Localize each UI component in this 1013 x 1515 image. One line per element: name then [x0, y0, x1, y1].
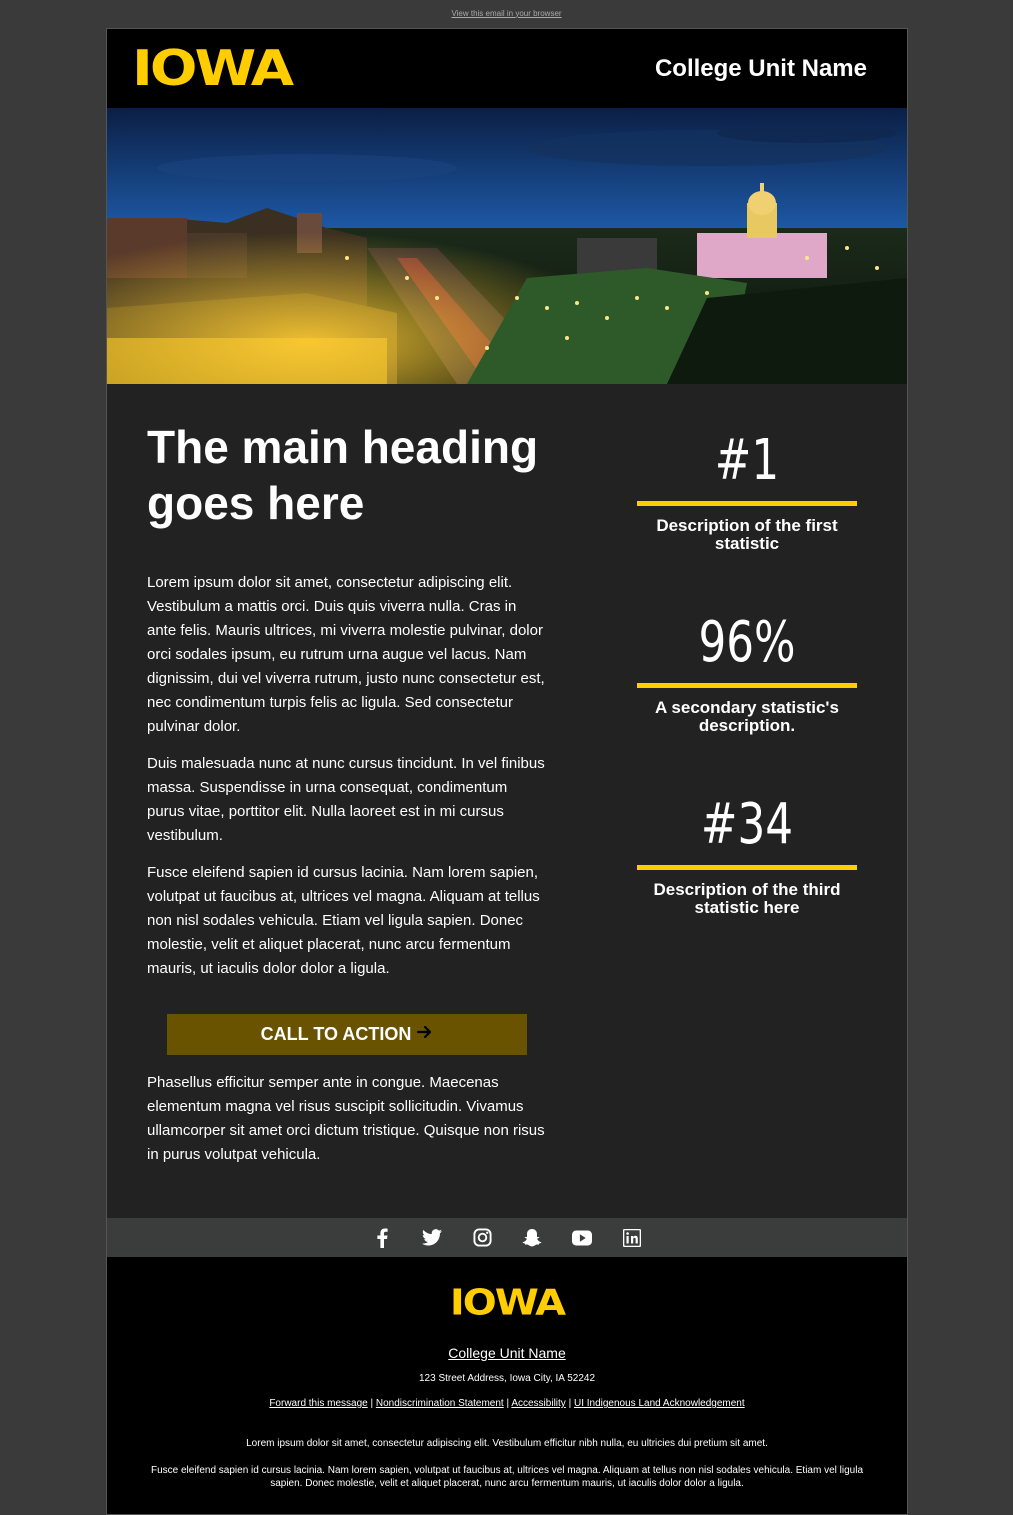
- linkedin-icon[interactable]: [622, 1228, 642, 1248]
- instagram-icon[interactable]: [472, 1228, 492, 1248]
- link-separator: |: [568, 1398, 574, 1409]
- stat-divider: [637, 683, 857, 688]
- stat-description: Description of the first statistic: [656, 516, 838, 553]
- cta-label: CALL TO ACTION: [260, 1024, 412, 1044]
- body-paragraph: Fusce eleifend sapien id cursus lacinia. Nam lorem sapien, volutpat ut faucibus at, ultrices vel magna. Aliquam at tellus non nisl sodales vehicula. Etiam vel ligula sapien. Donec molestie, velit et aliquet placerat, nunc arcu fermentum mauris, ut iaculis dolor dolor a ligula.: [147, 864, 540, 977]
- main-heading: The main heading goes here: [147, 421, 539, 529]
- facebook-icon[interactable]: [372, 1228, 392, 1248]
- iowa-logo[interactable]: IOWA: [132, 39, 292, 97]
- twitter-icon[interactable]: [422, 1228, 442, 1248]
- accessibility-link[interactable]: Accessibility: [511, 1398, 566, 1409]
- call-to-action-button[interactable]: [167, 1014, 527, 1055]
- nondiscrimination-link[interactable]: Nondiscrimination Statement: [375, 1398, 504, 1409]
- body-paragraph: Duis malesuada nunc at nunc cursus tincidunt. In vel finibus massa. Suspendisse in urna consequat, condimentum purus vitae, porttitor elit. Nulla laoreet est in mi cursus vestibulum.: [147, 755, 545, 844]
- stat-description: Description of the third statistic here: [653, 880, 841, 917]
- content-area: [107, 384, 907, 1218]
- stat-description: A secondary statistic's description.: [655, 698, 839, 735]
- link-separator: |: [370, 1398, 376, 1409]
- header-unit-name: College Unit Name: [654, 54, 867, 82]
- stat-value: #34: [700, 792, 794, 857]
- campus-night-photo: [107, 108, 907, 384]
- footer-iowa-logo[interactable]: IOWA: [449, 1282, 565, 1324]
- footer-text: Fusce eleifend sapien id cursus lacinia. Nam lorem sapien, volutpat ut faucibus at, ultrices vel magna. Aliquam at tellus non nisl sodales vehicula. Etiam vel ligula sapien. Donec molestie, velit et aliquet placerat, nunc arcu fermentum mauris, ut iaculis dolor dolor a ligula.: [150, 1465, 864, 1489]
- main-column: [147, 419, 547, 1180]
- stat-value: #1: [714, 428, 780, 493]
- hero-image: [107, 108, 907, 384]
- youtube-icon[interactable]: [572, 1228, 592, 1248]
- stat-divider: [637, 501, 857, 506]
- social-bar: [107, 1218, 907, 1257]
- closing-paragraph: Phasellus efficitur semper ante in congue. Maecenas elementum magna vel risus suscipit sollicitudin. Vivamus ullamcorper sit amet orci dictum tristique. Quisque non risus in purus volutpat vehicula.: [147, 1074, 545, 1163]
- footer-address: 123 Street Address, Iowa City, IA 52242: [418, 1373, 596, 1384]
- view-in-browser-link[interactable]: View this email in your browser: [451, 8, 562, 18]
- land-acknowledgement-link[interactable]: UI Indigenous Land Acknowledgement: [573, 1398, 745, 1409]
- stat-item: [637, 605, 857, 735]
- body-paragraph: Lorem ipsum dolor sit amet, consectetur adipiscing elit. Vestibulum a mattis orci. Duis quis viverra nulla. Cras in ante felis. Mauris ultrices, mi viverra molestie pulvinar, dolor orci sodales ipsum, eu rutrum urna augue vel lacus. Nam dignissim, dui vel viverra rutrum, justo nunc consectetur est, nec condimentum turpis felis ac ligula. Sed consectetur pulvinar dolor.: [147, 574, 545, 735]
- preheader: [0, 0, 1013, 28]
- email-footer: [107, 1257, 907, 1514]
- footer-text: Lorem ipsum dolor sit amet, consectetur adipiscing elit. Vestibulum efficitur nibh nulla, eu ultricies dui pretium sit amet.: [246, 1438, 768, 1449]
- stats-column: [637, 419, 857, 1180]
- forward-message-link[interactable]: Forward this message: [269, 1398, 368, 1409]
- email-container: [106, 28, 908, 1515]
- cta-wrapper: [147, 994, 547, 1071]
- link-separator: |: [506, 1398, 512, 1409]
- stat-value: 96%: [698, 610, 796, 675]
- arrow-right-icon: [417, 1024, 433, 1045]
- stat-item: [637, 423, 857, 553]
- footer-unit-link[interactable]: College Unit Name: [448, 1345, 566, 1361]
- footer-links: [137, 1398, 877, 1409]
- snapchat-icon[interactable]: [522, 1228, 542, 1248]
- stat-item: [637, 787, 857, 917]
- stat-divider: [637, 865, 857, 870]
- email-header: [107, 29, 907, 108]
